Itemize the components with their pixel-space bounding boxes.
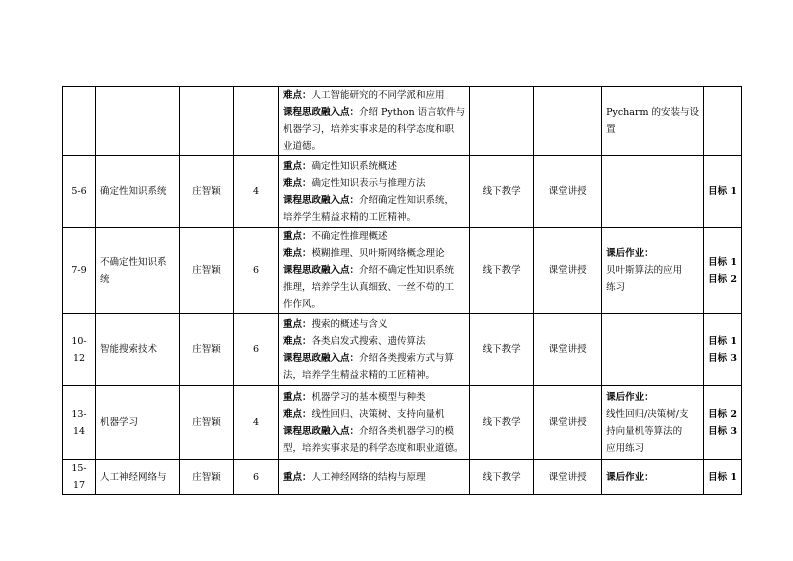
homework-cell — [602, 87, 704, 156]
week-cell — [63, 87, 96, 156]
goal-label: 目标 1 — [708, 335, 738, 347]
content-line — [283, 279, 465, 296]
content-line — [283, 316, 465, 333]
topic-cell: 不确定性知识系统 — [96, 228, 180, 314]
method-cell: 课堂讲授 — [534, 460, 602, 495]
content-cell — [279, 386, 470, 460]
homework-cell — [602, 314, 704, 386]
content-label: 难点： — [283, 248, 312, 259]
content-text: 介绍 Python 语言软件与 — [359, 107, 466, 118]
hours-cell: 4 — [234, 156, 279, 228]
homework-cell — [602, 460, 704, 495]
content-line — [283, 296, 465, 313]
teacher-cell: 庄智颖 — [180, 386, 234, 460]
content-line — [283, 469, 465, 486]
content-label: 难点： — [283, 90, 312, 101]
goals-cell — [704, 228, 742, 314]
goal-label: 目标 1 — [708, 471, 738, 483]
content-text: 法，培养学生精益求精的工匠精神。 — [283, 369, 436, 381]
content-line — [283, 192, 465, 209]
table-row — [63, 228, 742, 314]
teacher-cell: 庄智颖 — [180, 156, 234, 228]
mode-cell: 线下教学 — [470, 314, 534, 386]
content-line — [283, 406, 465, 423]
goals-cell — [704, 314, 742, 386]
table-row — [63, 314, 742, 386]
method-cell: 课堂讲授 — [534, 386, 602, 460]
content-line — [283, 367, 465, 384]
content-line — [283, 138, 465, 155]
content-text: 作作风。 — [283, 299, 322, 310]
content-text: 确定性知识表示与推理方法 — [311, 177, 426, 189]
content-label: 难点： — [283, 408, 312, 420]
homework-line: 置 — [606, 124, 616, 135]
content-line — [283, 423, 465, 440]
syllabus-table — [62, 86, 742, 495]
topic-cell: 智能搜索技术 — [96, 314, 180, 386]
content-text: 培养学生精益求精的工匠精神。 — [283, 211, 417, 223]
hours-cell: 4 — [234, 386, 279, 460]
content-line — [283, 158, 465, 175]
week-cell: 13-14 — [63, 386, 96, 460]
goals-cell — [704, 87, 742, 156]
goals-cell — [704, 156, 742, 228]
homework-cell — [602, 156, 704, 228]
goal-label: 目标 1 — [708, 186, 738, 197]
goals-cell — [704, 386, 742, 460]
hours-cell — [234, 87, 279, 156]
content-line — [283, 175, 465, 192]
goal-label: 目标 2 — [708, 408, 738, 420]
content-cell — [279, 87, 470, 156]
goal-label: 目标 1 — [708, 256, 738, 268]
goals-cell — [704, 460, 742, 495]
homework-cell — [602, 386, 704, 460]
mode-cell: 线下教学 — [470, 228, 534, 314]
table-body — [63, 87, 742, 495]
week-cell: 7-9 — [63, 228, 96, 314]
homework-line: 练习 — [606, 282, 626, 293]
homework-label: 课后作业： — [606, 471, 654, 483]
goal-label: 目标 3 — [708, 425, 738, 437]
content-label: 难点： — [283, 335, 312, 347]
content-label: 重点： — [283, 318, 312, 330]
content-text: 人工神经网络的结构与原理 — [311, 471, 426, 483]
content-label: 课程思政融入点： — [283, 425, 360, 437]
homework-label: 课后作业： — [606, 248, 654, 259]
content-text: 介绍不确定性知识系统 — [359, 265, 455, 276]
mode-cell: 线下教学 — [470, 156, 534, 228]
hours-cell: 6 — [234, 228, 279, 314]
teacher-cell: 庄智颖 — [180, 314, 234, 386]
content-text: 介绍各类搜索方式与算 — [359, 352, 455, 364]
content-line — [283, 440, 465, 457]
content-label: 课程思政融入点： — [283, 265, 360, 276]
teacher-cell: 庄智颖 — [180, 228, 234, 314]
content-cell — [279, 314, 470, 386]
method-cell: 课堂讲授 — [534, 156, 602, 228]
teacher-cell: 庄智颖 — [180, 460, 234, 495]
content-line — [283, 209, 465, 226]
content-text: 介绍各类机器学习的模 — [359, 425, 455, 437]
content-label: 课程思政融入点： — [283, 194, 360, 206]
content-text: 搜索的概述与含义 — [311, 318, 388, 330]
topic-cell — [96, 87, 180, 156]
topic-cell: 确定性知识系统 — [96, 156, 180, 228]
content-line — [283, 104, 465, 121]
content-label: 重点： — [283, 231, 312, 242]
content-text: 人工智能研究的不同学派和应用 — [311, 90, 445, 101]
content-text: 不确定性推理概述 — [311, 231, 388, 242]
goal-label: 目标 3 — [708, 352, 738, 364]
hours-cell: 6 — [234, 314, 279, 386]
table-row — [63, 87, 742, 156]
homework-line: 贝叶斯算法的应用 — [606, 265, 683, 276]
method-cell: 课堂讲授 — [534, 228, 602, 314]
content-line — [283, 245, 465, 262]
week-cell: 5-6 — [63, 156, 96, 228]
content-line — [283, 228, 465, 245]
content-text: 确定性知识系统概述 — [311, 160, 398, 172]
mode-cell: 线下教学 — [470, 460, 534, 495]
homework-line: 应用练习 — [606, 442, 645, 454]
content-label: 难点： — [283, 177, 312, 189]
content-text: 推理，培养学生认真细致、一丝不苟的工 — [283, 282, 455, 293]
table-row — [63, 460, 742, 495]
content-text: 型，培养实事求是的科学态度和职业道德。 — [283, 442, 464, 454]
content-label: 重点： — [283, 391, 312, 403]
hours-cell: 6 — [234, 460, 279, 495]
content-cell — [279, 460, 470, 495]
content-label: 重点： — [283, 160, 312, 172]
content-label: 重点： — [283, 471, 312, 483]
content-cell — [279, 156, 470, 228]
content-line — [283, 262, 465, 279]
content-text: 机器学习的基本模型与种类 — [311, 391, 426, 403]
content-text: 机器学习，培养实事求是的科学态度和职 — [283, 124, 455, 135]
method-cell: 课堂讲授 — [534, 314, 602, 386]
content-label: 课程思政融入点： — [283, 352, 360, 364]
homework-cell — [602, 228, 704, 314]
content-line — [283, 87, 465, 104]
table-row — [63, 386, 742, 460]
content-line — [283, 333, 465, 350]
goal-label: 目标 2 — [708, 273, 738, 285]
content-text: 业道德。 — [283, 141, 322, 152]
week-cell: 10-12 — [63, 314, 96, 386]
homework-line: 线性回归/决策树/支 — [606, 408, 689, 420]
homework-line: Pycharm 的安装与设 — [606, 107, 700, 118]
table-row — [63, 156, 742, 228]
content-label: 课程思政融入点： — [283, 107, 360, 118]
teacher-cell — [180, 87, 234, 156]
content-cell — [279, 228, 470, 314]
week-cell: 15-17 — [63, 460, 96, 495]
content-text: 介绍确定性知识系统， — [359, 194, 455, 206]
content-text: 模糊推理、贝叶斯网络概念理论 — [311, 248, 445, 259]
content-text: 各类启发式搜索、遗传算法 — [311, 335, 426, 347]
topic-cell: 机器学习 — [96, 386, 180, 460]
content-line — [283, 389, 465, 406]
method-cell — [534, 87, 602, 156]
homework-line: 持向量机等算法的 — [606, 425, 683, 437]
mode-cell — [470, 87, 534, 156]
topic-cell: 人工神经网络与 — [96, 460, 180, 495]
content-line — [283, 121, 465, 138]
content-line — [283, 350, 465, 367]
homework-label: 课后作业： — [606, 391, 654, 403]
mode-cell: 线下教学 — [470, 386, 534, 460]
content-text: 线性回归、决策树、支持向量机 — [311, 408, 445, 420]
